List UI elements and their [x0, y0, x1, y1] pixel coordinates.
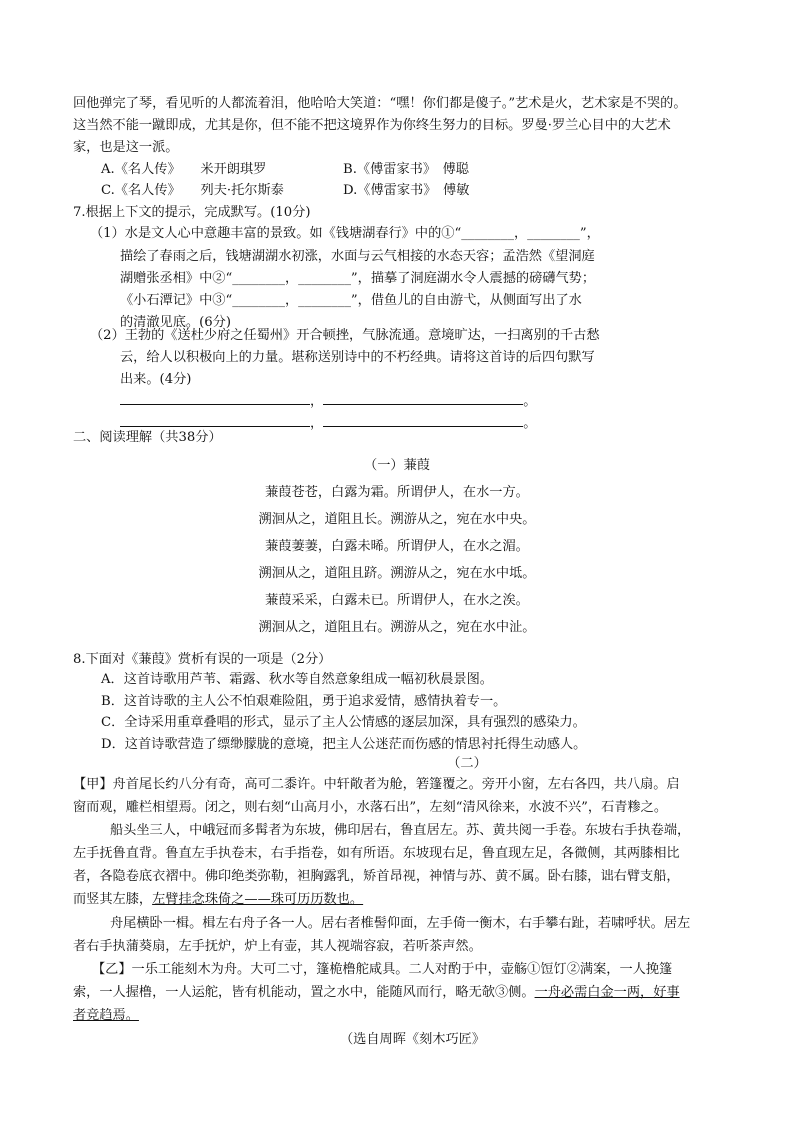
answer-row-1 — [120, 390, 536, 412]
q7-part1-line-2: 描绘了春雨之后，钱塘湖湖水初涨，水面与云气相接的水态天容；孟浩然《望洞庭 — [120, 249, 595, 264]
poem-line: 蒹葭采采，白露未已。所谓伊人，在水之涘。 — [265, 593, 529, 608]
intro-line-3: 家，也是这一派。 — [73, 140, 179, 155]
comma: ， — [310, 394, 324, 409]
q8-option-c: C．全诗采用重章叠唱的形式，显示了主人公情感的逐层加深，具有强烈的感染力。 — [101, 715, 586, 730]
q7-part2-line-2: 云，给人以积极向上的力量。堪称送别诗中的不朽经典。请将这首诗的后四句默写 — [120, 350, 595, 365]
underlined-sentence: 一舟必需白金一两，好事 — [534, 985, 680, 1000]
answer-blank[interactable] — [323, 390, 523, 405]
comma: ， — [310, 416, 324, 431]
q6-option-a: A.《名人传》 米开朗琪罗 — [101, 162, 267, 177]
passage-jia-line-1: 【甲】舟首尾长约八分有奇，高可二黍许。中轩敞者为舱，箬篷覆之。旁开小窗，左右各四，共八扇。启 — [73, 777, 680, 792]
q6-option-b: B.《傅雷家书》 傅聪 — [343, 162, 469, 177]
q7-part2-line-1: （2）王勃的《送杜少府之任蜀州》开合顿挫，气脉流通。意境旷达，一扫离别的千古愁 — [90, 328, 600, 343]
passage-jia-line-4: 左手抚鲁直背。鲁直左手执卷末，右手指卷，如有所语。东坡现右足，鲁直现左足，各微侧，其两膝相比 — [73, 846, 680, 861]
q7-part1-line-1: （1）水是文人心中意趣丰富的景致。如《钱塘湖春行》中的①“________，________”， — [90, 226, 600, 241]
q6-option-d: D.《傅雷家书》 傅敏 — [343, 183, 470, 198]
full-stop: 。 — [523, 416, 537, 431]
q7-part1-line-5: 的清澈见底。(6分) — [120, 315, 231, 330]
poem-line: 溯洄从之，道阻且长。溯游从之，宛在水中央。 — [258, 512, 536, 527]
underlined-sentence: 者竞趋焉。 — [73, 1008, 139, 1023]
passage-jia-line-6 — [73, 890, 363, 910]
underlined-sentence: 左臂挂念珠倚之——珠可历历数也。 — [152, 892, 364, 907]
q7-stem: 7.根据上下文的提示，完成默写。(10分) — [73, 205, 311, 220]
poem-title: （一）蒹葭 — [364, 458, 430, 473]
full-stop: 。 — [523, 394, 537, 409]
part-two-title: （二） — [447, 756, 487, 771]
q7-part1-line-4: 《小石潭记》中③“________，________”，借鱼儿的自由游弋，从侧面写出了水 — [120, 293, 582, 308]
answer-blank[interactable] — [120, 412, 310, 427]
passage-jia-line-8: 者右手执蒲葵扇，左手抚炉，炉上有壶，其人视端容寂，若听茶声然。 — [73, 939, 482, 954]
q8-stem: 8.下面对《蒹葭》赏析有误的一项是（2分） — [73, 652, 332, 667]
q8-option-a: A．这首诗歌用芦苇、霜露、秋水等自然意象组成一幅初秋晨景图。 — [101, 672, 493, 687]
poem-line: 溯洄从之，道阻且跻。溯游从之，宛在水中坻。 — [258, 566, 536, 581]
intro-line-1: 回他弹完了琴，看见听的人都流着泪，他哈哈大笑道：“嘿！你们都是傻子。”艺术是火，艺术家是不哭的。 — [73, 96, 687, 111]
passage-jia-line-2: 窗而观，雕栏相望焉。闭之，则右刻“山高月小，水落石出”，左刻“清风徐来，水波不兴”，石青糁之。 — [73, 800, 668, 815]
passage-text: 索，一人握橹，一人运舵，皆有机能动，置之水中，能随风而行，略无欹③侧。 — [73, 985, 535, 1000]
poem-line: 蒹葭苍苍，白露为霜。所谓伊人，在水一方。 — [265, 485, 529, 500]
q8-option-d: D．这首诗歌营造了缥缈朦胧的意境，把主人公迷茫而伤感的情思衬托得生动感人。 — [101, 737, 587, 752]
passage-text: 而竖其左膝， — [73, 892, 153, 907]
intro-line-2: 这当然不能一蹴即成，尤其是你，但不能不把这境界作为你终生努力的目标。罗曼·罗兰心目中的大艺术 — [73, 118, 671, 133]
section-heading: 二、阅读理解（共38分） — [73, 430, 222, 445]
answer-blank[interactable] — [120, 390, 310, 405]
source-citation: （选自周晖《刻木巧匠》 — [340, 1032, 486, 1047]
q6-option-c: C.《名人传》 列夫·托尔斯泰 — [101, 183, 284, 198]
passage-yi-line-1: 【乙】一乐工能刻木为舟。大可二寸，篷桅橹舵咸具。二人对酌于中，壶觞①饾饤②满案，一人挽篷 — [92, 962, 673, 977]
passage-yi-line-3 — [73, 1006, 139, 1026]
q7-part1-line-3: 湖赠张丞相》中②“________，________”，描摹了洞庭湖水令人震撼的磅礴气势； — [120, 271, 596, 286]
passage-jia-line-7: 舟尾横卧一楫。楫左右舟子各一人。居右者椎髻仰面，左手倚一衡木，右手攀右趾，若啸呼状。居左 — [110, 916, 691, 931]
q7-part2-line-3: 出来。(4分) — [120, 372, 192, 387]
poem-line: 蒹葭萋萋，白露未晞。所谓伊人，在水之湄。 — [265, 539, 529, 554]
q8-option-b: B．这首诗歌的主人公不怕艰难险阻，勇于追求爱情，感情执着专一。 — [101, 694, 507, 709]
passage-jia-line-3: 船头坐三人，中峨冠而多髯者为东坡，佛印居右，鲁直居左。苏、黄共阅一手卷。东坡右手执卷端， — [110, 823, 691, 838]
poem-line: 溯洄从之，道阻且右。溯游从之，宛在水中沚。 — [258, 620, 536, 635]
passage-jia-line-5: 者，各隐卷底衣褶中。佛印绝类弥勒，袒胸露乳，矫首昂视，神情与苏、黄不属。卧右膝，诎右臂支船， — [73, 869, 680, 884]
passage-yi-line-2 — [73, 983, 680, 1003]
answer-blank[interactable] — [323, 412, 523, 427]
